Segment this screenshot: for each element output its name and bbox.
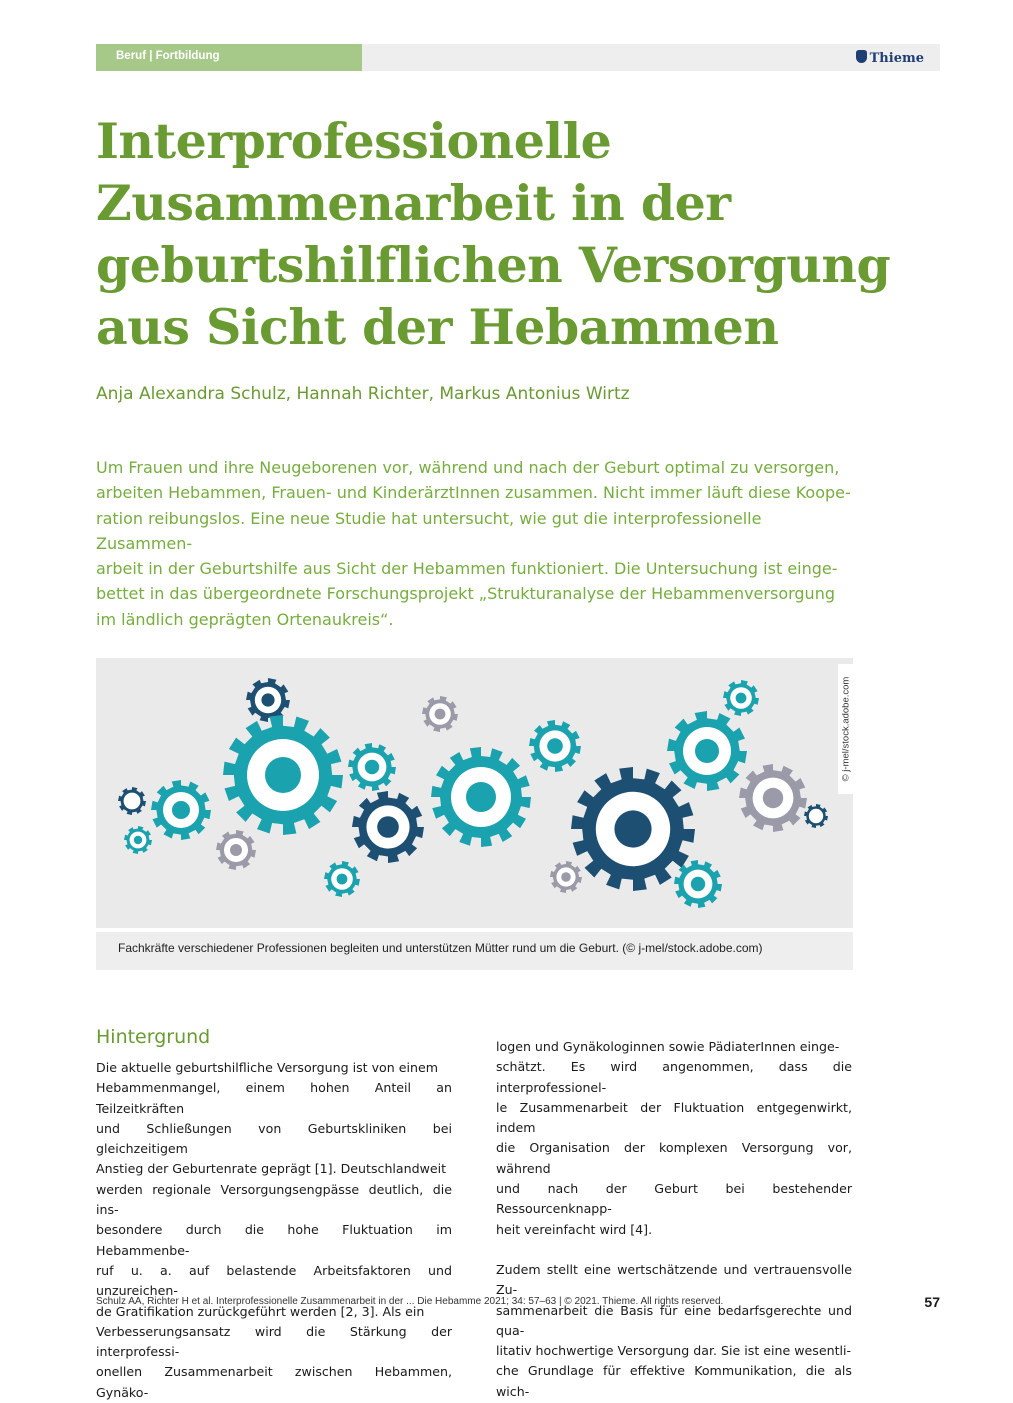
gear — [529, 720, 581, 772]
body-paragraph — [496, 1037, 852, 1240]
baby-bottle-icon — [337, 874, 348, 885]
pregnant-belly-icon — [614, 810, 651, 847]
body-line: Die aktuelle geburtshilfliche Versorgung ist von einem — [96, 1060, 438, 1075]
handshake-icon — [230, 844, 242, 856]
body-line: Anstieg der Geburtenrate geprägt [1]. Deutschlandweit — [96, 1161, 447, 1177]
bath-icon — [561, 872, 571, 882]
body-line: Verbesserungsansatz wird die Stärkung der interprofessi- — [96, 1323, 452, 1360]
medical-bottle-icon — [435, 709, 446, 720]
figure-gears-illustration — [96, 658, 853, 928]
body-line: onellen Zusammenarbeit zwischen Hebammen, Gynäko- — [96, 1364, 452, 1400]
body-line: de Gratifikation zurückgeführt werden [2, 3]. Als ein — [96, 1303, 425, 1319]
stethoscope-icon — [377, 816, 399, 838]
gear — [151, 780, 211, 840]
gear — [739, 764, 807, 832]
gear — [223, 715, 343, 835]
gears-graphic — [96, 658, 853, 928]
lead-line: arbeit in der Geburtshilfe aus Sicht der Hebammen funktioniert. Die Untersuchung ist einge- — [96, 559, 838, 579]
body-line: Zudem stellt eine wertschätzende und vertrauensvolle Zu- — [496, 1261, 852, 1298]
publisher-name: Thieme — [869, 51, 924, 66]
body-line: che Grundlage für effektive Kommunikation, die als wich- — [496, 1363, 852, 1399]
authors: Anja Alexandra Schulz, Hannah Richter, Markus Antonius Wirtz — [96, 384, 630, 404]
section-label: Beruf | Fortbildung — [96, 44, 362, 71]
lead-line: arbeiten Hebammen, Frauen- und KinderärztInnen zusammen. Nicht immer läuft diese Koope- — [96, 483, 851, 503]
body-line: werden regionale Versorgungsengpässe deutlich, die ins- — [96, 1181, 452, 1218]
lead-line: ration reibungslos. Eine neue Studie hat untersucht, wie gut die interprofessionelle Zusammen- — [96, 508, 762, 553]
footer-citation: Schulz AA, Richter H et al. Interprofessionelle Zusammenarbeit in der ... Die Hebamme 2021; 34: 57–63 | © 2021. Thieme. All rights reserved. — [96, 1296, 724, 1307]
gear — [348, 743, 396, 791]
lead-paragraph — [96, 455, 856, 632]
body-line: und Schließungen von Geburtskliniken bei gleichzeitigem — [96, 1120, 452, 1157]
gear — [550, 861, 582, 893]
body-line: logen und Gynäkologinnen sowie PädiaterInnen einge- — [496, 1039, 840, 1054]
body-line: besondere durch die hohe Fluktuation im Hebammenbe- — [96, 1222, 452, 1258]
gear — [723, 680, 759, 716]
body-line: ruf u. a. auf belastende Arbeitsfaktoren und unzureichen- — [96, 1262, 452, 1299]
shield-cross-icon — [365, 760, 379, 774]
medkit-icon — [134, 836, 142, 844]
title-line: Zusammenarbeit in der — [96, 174, 731, 232]
body-line: heit vereinfacht wird [4]. — [496, 1221, 653, 1237]
gear — [667, 711, 747, 791]
thieme-shield-icon — [856, 50, 867, 63]
clipboard-icon — [261, 693, 274, 706]
body-column-left — [96, 1058, 452, 1403]
lead-line: Um Frauen und ihre Neugeborenen vor, während und nach der Geburt optimal zu versorgen, — [96, 458, 840, 477]
section-heading: Hintergrund — [96, 1026, 211, 1048]
lead-line: im ländlich geprägten Ortenaukreis“. — [96, 609, 394, 629]
gear — [118, 787, 146, 815]
couple-icon — [695, 739, 719, 763]
body-line: sammenarbeit die Basis für eine bedarfsgerechte und qua- — [496, 1302, 852, 1338]
lead-line: bettet in das übergeordnete Forschungsprojekt „Strukturanalyse der Hebammenversorgung — [96, 584, 835, 604]
gear — [571, 767, 695, 891]
image-credit-text: © j-mel/stock.adobe.com — [840, 676, 852, 782]
feet-icon — [466, 782, 496, 812]
running-header — [96, 44, 940, 71]
body-line: die Organisation der komplexen Versorgung vor, während — [496, 1140, 852, 1176]
midwife-patient-icon — [265, 757, 301, 793]
title-line: geburtshilflichen Versorgung — [96, 236, 891, 294]
fetus-icon — [172, 801, 190, 819]
figure-caption: Fachkräfte verschiedener Professionen begleiten und unterstützen Mütter rund um die Geburt. (© j-mel/stock.adobe.com) — [96, 932, 853, 970]
gear — [352, 791, 424, 863]
page-number: 57 — [924, 1294, 940, 1310]
publisher-logo — [856, 50, 924, 66]
article-title — [96, 110, 956, 358]
gear — [422, 696, 458, 732]
title-line: Interprofessionelle — [96, 112, 612, 170]
body-line: und nach der Geburt bei bestehender Ressourcenknapp- — [496, 1181, 852, 1217]
image-credit — [838, 664, 854, 794]
gear — [216, 830, 256, 870]
gear — [804, 804, 828, 828]
body-line: schätzt. Es wird angenommen, dass die interprofessionel- — [496, 1059, 852, 1095]
gear — [246, 678, 290, 722]
gear — [431, 747, 531, 847]
gear — [124, 826, 152, 854]
body-line: Hebammenmangel, einem hohen Anteil an Teilzeitkräften — [96, 1080, 452, 1116]
gear — [324, 861, 360, 897]
title-line: aus Sicht der Hebammen — [96, 298, 779, 356]
heart-hand-icon — [547, 738, 563, 754]
shield-plus-icon — [763, 788, 783, 808]
body-line: le Zusammenarbeit der Fluktuation entgegenwirkt, indem — [496, 1099, 852, 1136]
body-line: litativ hochwertige Versorgung dar. Sie ist eine wesentli- — [496, 1343, 852, 1359]
body-paragraph — [496, 1260, 852, 1402]
bath-icon — [691, 877, 705, 891]
body-column-right — [496, 1037, 852, 1402]
baby-icon — [736, 693, 747, 704]
